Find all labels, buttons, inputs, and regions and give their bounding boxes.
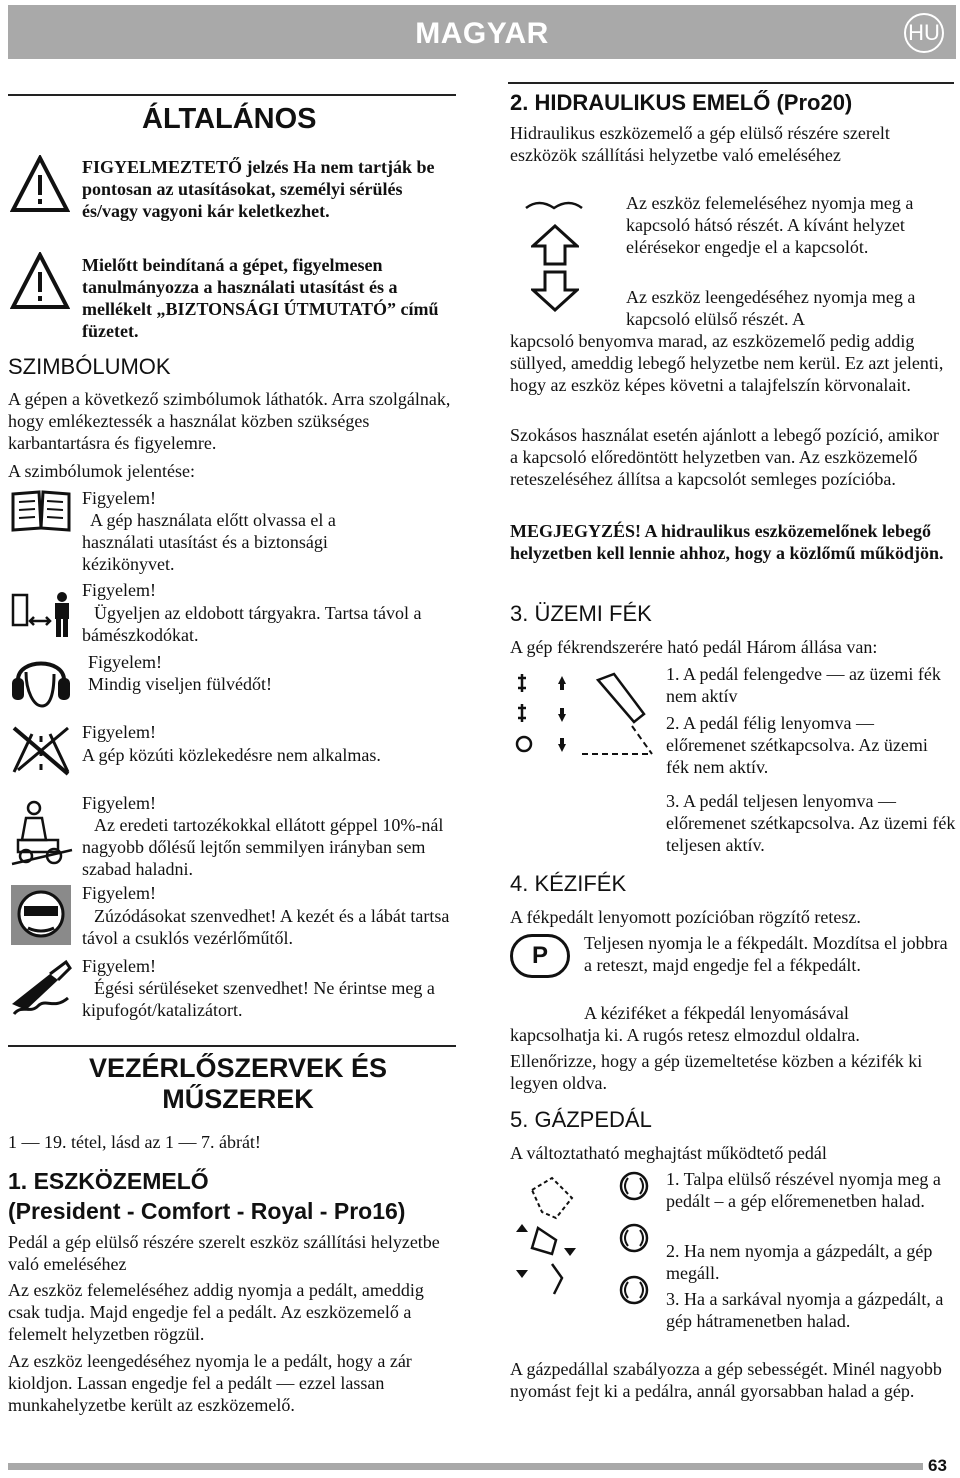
warning-triangle-icon bbox=[10, 155, 70, 213]
section-5-paragraph: A gázpedállal szabályozza a gép sebességét. Minél nagyobb nyomást fejt ki a pedálra, annál gyorsabban halad a gép. bbox=[510, 1359, 942, 1401]
parking-brake-icon bbox=[510, 934, 570, 978]
float-switch-icon bbox=[524, 196, 584, 216]
symbol-7-title: Figyelem! bbox=[82, 956, 156, 976]
symbol-3-text: Mindig viseljen fülvédőt! bbox=[88, 674, 272, 694]
heading-section-4: 4. KÉZIFÉK bbox=[510, 871, 627, 896]
section-1-p3: Az eszköz leengedéséhez nyomja le a pedált, hogy a zár kioldjon. Lassan engedje fel a pedált — ezzel lassan munkahelyzetbe került az eszközemelő. bbox=[8, 1351, 412, 1415]
footer-bar bbox=[8, 1463, 923, 1470]
section-4-p2a: A kéziféket a fékpedál lenyomásával bbox=[584, 1003, 849, 1023]
section-4-p2b: kapcsolhatja ki. A rugós retesz elmozdul oldalra. bbox=[510, 1025, 860, 1045]
symbol-6-title: Figyelem! bbox=[82, 883, 156, 903]
right-top-rule bbox=[508, 82, 954, 84]
section-3-intro: A gép fékrendszerére ható pedál Három állása van: bbox=[510, 637, 878, 657]
section-4-p1: Teljesen nyomja le a fékpedált. Mozdítsa el jobbra a reteszt, majd engedje fel a fékpedált. bbox=[584, 933, 948, 975]
section-5-step-1: 1. Talpa elülső részével nyomja meg a pedált – a gép előremenetben halad. bbox=[666, 1169, 941, 1211]
accelerator-pedal-diagram bbox=[512, 1168, 662, 1310]
warning-text-2: Mielőtt beindítaná a gépet, figyelmesen tanulmányozza a használati utasítást és a mellékelt „BIZTONSÁGI ÚTMUTATÓ” című füzetet. bbox=[82, 255, 439, 341]
warning-triangle-icon bbox=[10, 252, 70, 310]
section-2-continued: kapcsoló benyomva marad, az eszközemelő pedig addig süllyed, ameddig lebegő helyzetbe nem kerül. Ez azt jelenti, hogy az eszköz képes követni a talajfelszín körvonalait. bbox=[510, 331, 944, 395]
symbol-1-title: Figyelem! bbox=[82, 488, 156, 508]
section-1-p1: Pedál a gép elülső részére szerelt eszköz szállítási helyzetbe való emeléséhez bbox=[8, 1232, 440, 1274]
section-5-intro: A változtatható meghajtást működtető pedál bbox=[510, 1143, 827, 1163]
heading-section-1-line-1: 1. ESZKÖZEMELŐ bbox=[8, 1168, 209, 1194]
symbol-2-text: Ügyeljen az eldobott tárgyakra. Tartsa távol a bámészkodókat. bbox=[82, 603, 422, 645]
symbol-2-title: Figyelem! bbox=[82, 580, 156, 600]
symbol-4-text: A gép közúti közlekedésre nem alkalmas. bbox=[82, 745, 381, 765]
page-number: 63 bbox=[928, 1456, 947, 1475]
parking-brake-letter: P bbox=[531, 942, 548, 969]
symbol-5-title: Figyelem! bbox=[82, 793, 156, 813]
section-4-p3: Ellenőrizze, hogy a gép üzemeltetése közben a kézifék ki legyen oldva. bbox=[510, 1051, 923, 1093]
section-1-p2: Az eszköz felemeléséhez addig nyomja a pedált, ameddig csak tudja. Majd engedje fel a pedált. Az eszközemelő a felemelt helyzetben rögzül. bbox=[8, 1280, 424, 1344]
header-bar bbox=[8, 5, 956, 59]
heading-section-2: 2. HIDRAULIKUS EMELŐ (Pro20) bbox=[510, 90, 853, 115]
crush-hazard-icon bbox=[10, 884, 72, 946]
heading-section-5: 5. GÁZPEDÁL bbox=[510, 1107, 652, 1132]
section-3-step-2: 2. A pedál félig lenyomva — előremenet szétkapcsolva. Az üzemi fék nem aktív. bbox=[666, 713, 928, 777]
symbols-intro: A gépen a következő szimbólumok láthatók. Arra szolgálnak, hogy emlékeztessék a használat közben szükséges karbantartásra és figyelemre. bbox=[8, 389, 451, 453]
symbol-1-text: A gép használata előtt olvassa el a használati utasítást és a biztonsági kézikönyvet. bbox=[82, 510, 336, 574]
controls-reference: 1 — 19. tétel, lásd az 1 — 7. ábrát! bbox=[8, 1132, 261, 1152]
ear-protection-icon bbox=[8, 652, 74, 712]
section-2-note: MEGJEGYZÉS! A hidraulikus eszközemelőnek lebegő helyzetben kell lennie ahhoz, hogy a közlőmű működjön. bbox=[510, 521, 944, 563]
section-4-intro: A fékpedált lenyomott pozícióban rögzítő retesz. bbox=[510, 907, 861, 927]
manual-book-icon bbox=[10, 488, 72, 534]
section-5-step-3: 3. Ha a sarkával nyomja a gázpedált, a gép hátramenetben halad. bbox=[666, 1289, 944, 1331]
symbol-5-text: Az eredeti tartozékokkal ellátott géppel 10%-nál nagyobb dőlésű lejtőn semmilyen irányban sem szabad haladni. bbox=[82, 815, 444, 879]
left-mid-rule bbox=[8, 1045, 456, 1047]
left-top-rule bbox=[8, 94, 456, 96]
section-2-p2: Szokásos használat esetén ajánlott a lebegő pozíció, amikor a kapcsoló előredöntött helyzetben van. Az eszközemelő reteszeléséhez állítsa a kapcsolót semleges pozícióba. bbox=[510, 425, 939, 489]
heading-general: ÁLTALÁNOS bbox=[142, 103, 317, 135]
heading-symbols: SZIMBÓLUMOK bbox=[8, 354, 171, 379]
section-2-up: Az eszköz felemeléséhez nyomja meg a kapcsoló hátsó részét. A kívánt helyzet elérésekor engedje el a kapcsolót. bbox=[626, 193, 914, 257]
heading-section-3: 3. ÜZEMI FÉK bbox=[510, 601, 652, 626]
symbols-meaning: A szimbólumok jelentése: bbox=[8, 461, 195, 481]
section-5-step-2: 2. Ha nem nyomja a gázpedált, a gép megáll. bbox=[666, 1241, 933, 1283]
heading-section-1-line-2: (President - Comfort - Royal - Pro16) bbox=[8, 1198, 406, 1224]
section-2-intro: Hidraulikus eszközemelő a gép elülső részére szerelt eszközök szállítási helyzetbe való emeléséhez bbox=[510, 123, 890, 165]
symbol-7-text: Égési sérüléseket szenvedhet! Ne érintse meg a kipufogót/katalizátort. bbox=[82, 978, 435, 1020]
brake-pedal-diagram bbox=[512, 664, 662, 764]
heading-controls bbox=[8, 1053, 468, 1115]
slope-warning-icon bbox=[10, 800, 74, 866]
heading-section-1 bbox=[8, 1166, 405, 1226]
bystander-distance-icon bbox=[10, 591, 74, 639]
symbol-3-title: Figyelem! bbox=[88, 652, 162, 672]
heading-controls-line-1: VEZÉRLŐSZERVEK ÉS bbox=[88, 1053, 388, 1083]
warning-text-1: FIGYELMEZTETŐ jelzés Ha nem tartják be pontosan az utasításokat, személyi sérülés és/vagy vagyoni kár keletkezhet. bbox=[82, 157, 435, 221]
heading-controls-line-2: MŰSZEREK bbox=[162, 1084, 314, 1114]
section-3-step-1: 1. A pedál felengedve — az üzemi fék nem aktív bbox=[666, 664, 941, 706]
section-3-step-3: 3. A pedál teljesen lenyomva — előremenet szétkapcsolva. Az üzemi fék teljesen aktív. bbox=[666, 791, 956, 855]
no-road-traffic-icon bbox=[10, 724, 72, 776]
section-2-down: Az eszköz leengedéséhez nyomja meg a kapcsoló elülső részét. A bbox=[626, 287, 916, 329]
hot-surface-icon bbox=[10, 954, 72, 1016]
header-title: MAGYAR bbox=[415, 17, 549, 50]
language-badge: HU bbox=[904, 13, 944, 53]
symbol-6-text: Zúzódásokat szenvedhet! A kezét és a lábát tartsa távol a csuklós vezérlőműtől. bbox=[82, 906, 450, 948]
arrow-up-icon bbox=[531, 224, 579, 266]
symbol-4-title: Figyelem! bbox=[82, 722, 156, 742]
arrow-down-icon bbox=[531, 270, 579, 312]
